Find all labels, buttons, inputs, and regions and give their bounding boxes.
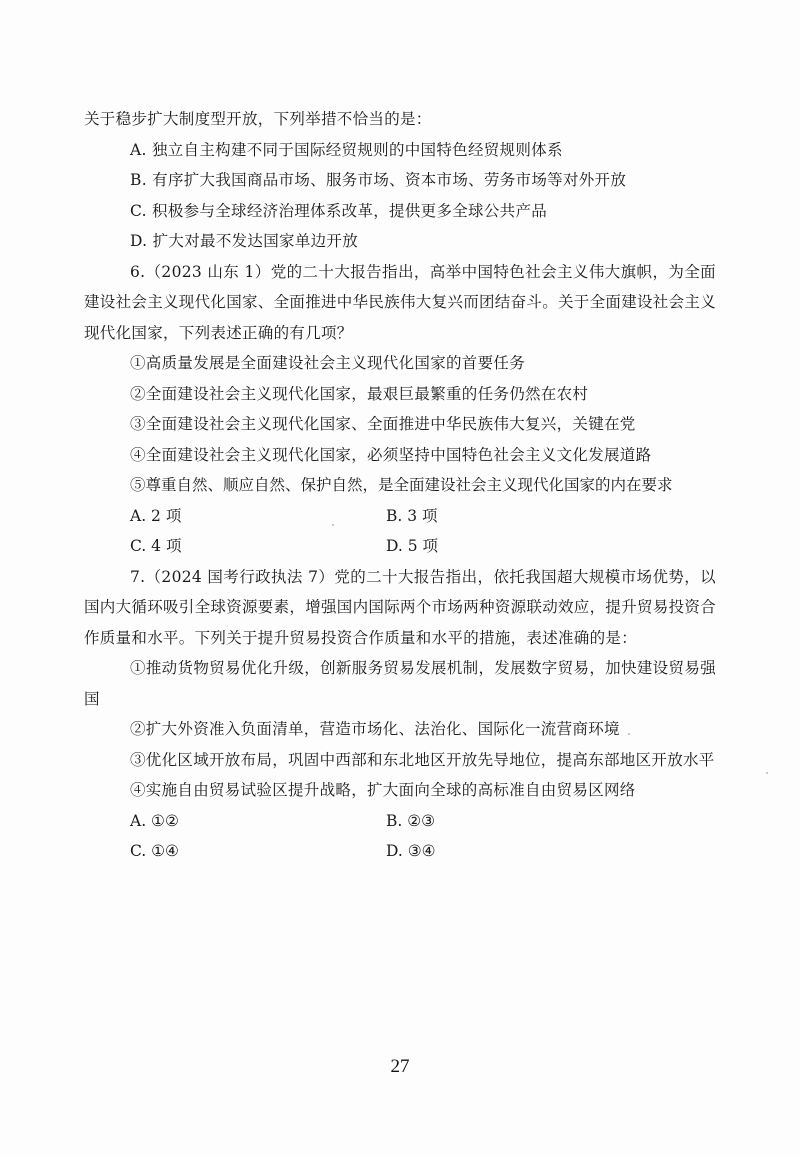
q6-item-1: ①高质量发展是全面建设社会主义现代化国家的首要任务 [130,354,526,372]
q7-options-row-2 [84,836,716,867]
q7-option-b: B. ②③ [386,811,436,830]
scan-speck [628,733,630,735]
q6-option-b: B. 3 项 [386,506,438,525]
page-content [84,104,716,867]
intro-question-stem: 关于稳步扩大制度型开放，下列举措不恰当的是： [84,110,432,128]
q6-option-c: C. 4 项 [130,537,182,555]
q6-item-4: ④全面建设社会主义现代化国家，必须坚持中国特色社会主义文化发展道路 [130,445,652,464]
q7-item-4: ④实施自由贸易试验区提升战略，扩大面向全球的高标准自由贸易区网络 [130,781,636,799]
q6-option-d: D. 5 项 [386,537,439,555]
q7-options-row-1 [84,806,716,837]
scan-speck [766,772,768,774]
q7-option-a: A. ①② [130,811,179,830]
q7-item-2: ②扩大外资准入负面清单，营造市场化、法治化、国际化一流营商环境 [130,720,620,738]
q6-item-2: ②全面建设社会主义现代化国家，最艰巨最繁重的任务仍然在农村 [130,384,589,403]
q7-option-d: D. ③④ [386,842,436,860]
q7-item-1: ①推动货物贸易优化升级，创新服务贸易发展机制，发展数字贸易，加快建设贸易强国 [84,659,716,708]
intro-option-c: C. 积极参与全球经济治理体系改革，提供更多全球公共产品 [130,201,548,220]
q6-options-row-1 [84,501,716,532]
intro-option-b: B. 有序扩大我国商品市场、服务市场、资本市场、劳务市场等对外开放 [130,171,627,189]
scan-speck [332,524,334,526]
intro-option-a: A. 独立自主构建不同于国际经贸规则的中国特色经贸规则体系 [130,140,563,159]
q7-stem: 7.（2024 国考行政执法 7）党的二十大报告指出，依托我国超大规模市场优势，以国内大循环吸引全球资源要素，增强国内国际两个市场两种资源联动效应，提升贸易投资合作质量和水平。下列关于提升贸易投资合作质量和水平的措施，表述准确的是： [84,567,717,647]
q6-options-row-2 [84,531,716,562]
q6-item-3: ③全面建设社会主义现代化国家、全面推进中华民族伟大复兴，关键在党 [130,415,636,433]
q7-item-3: ③优化区域开放布局，巩固中西部和东北地区开放先导地位，提高东部地区开放水平 [130,750,715,769]
page-number: 27 [390,1056,410,1077]
q6-item-5: ⑤尊重自然、顺应自然、保护自然，是全面建设社会主义现代化国家的内在要求 [130,476,673,494]
q6-stem: 6.（2023 山东 1）党的二十大报告指出，高举中国特色社会主义伟大旗帜，为全面建设社会主义现代化国家、全面推进中华民族伟大复兴而团结奋斗。关于全面建设社会主义现代化国家，下列表述正确的有几项？ [84,262,717,342]
q6-option-a: A. 2 项 [130,506,182,525]
intro-option-d: D. 扩大对最不发达国家单边开放 [130,232,359,250]
q7-option-c: C. ①④ [130,842,179,860]
